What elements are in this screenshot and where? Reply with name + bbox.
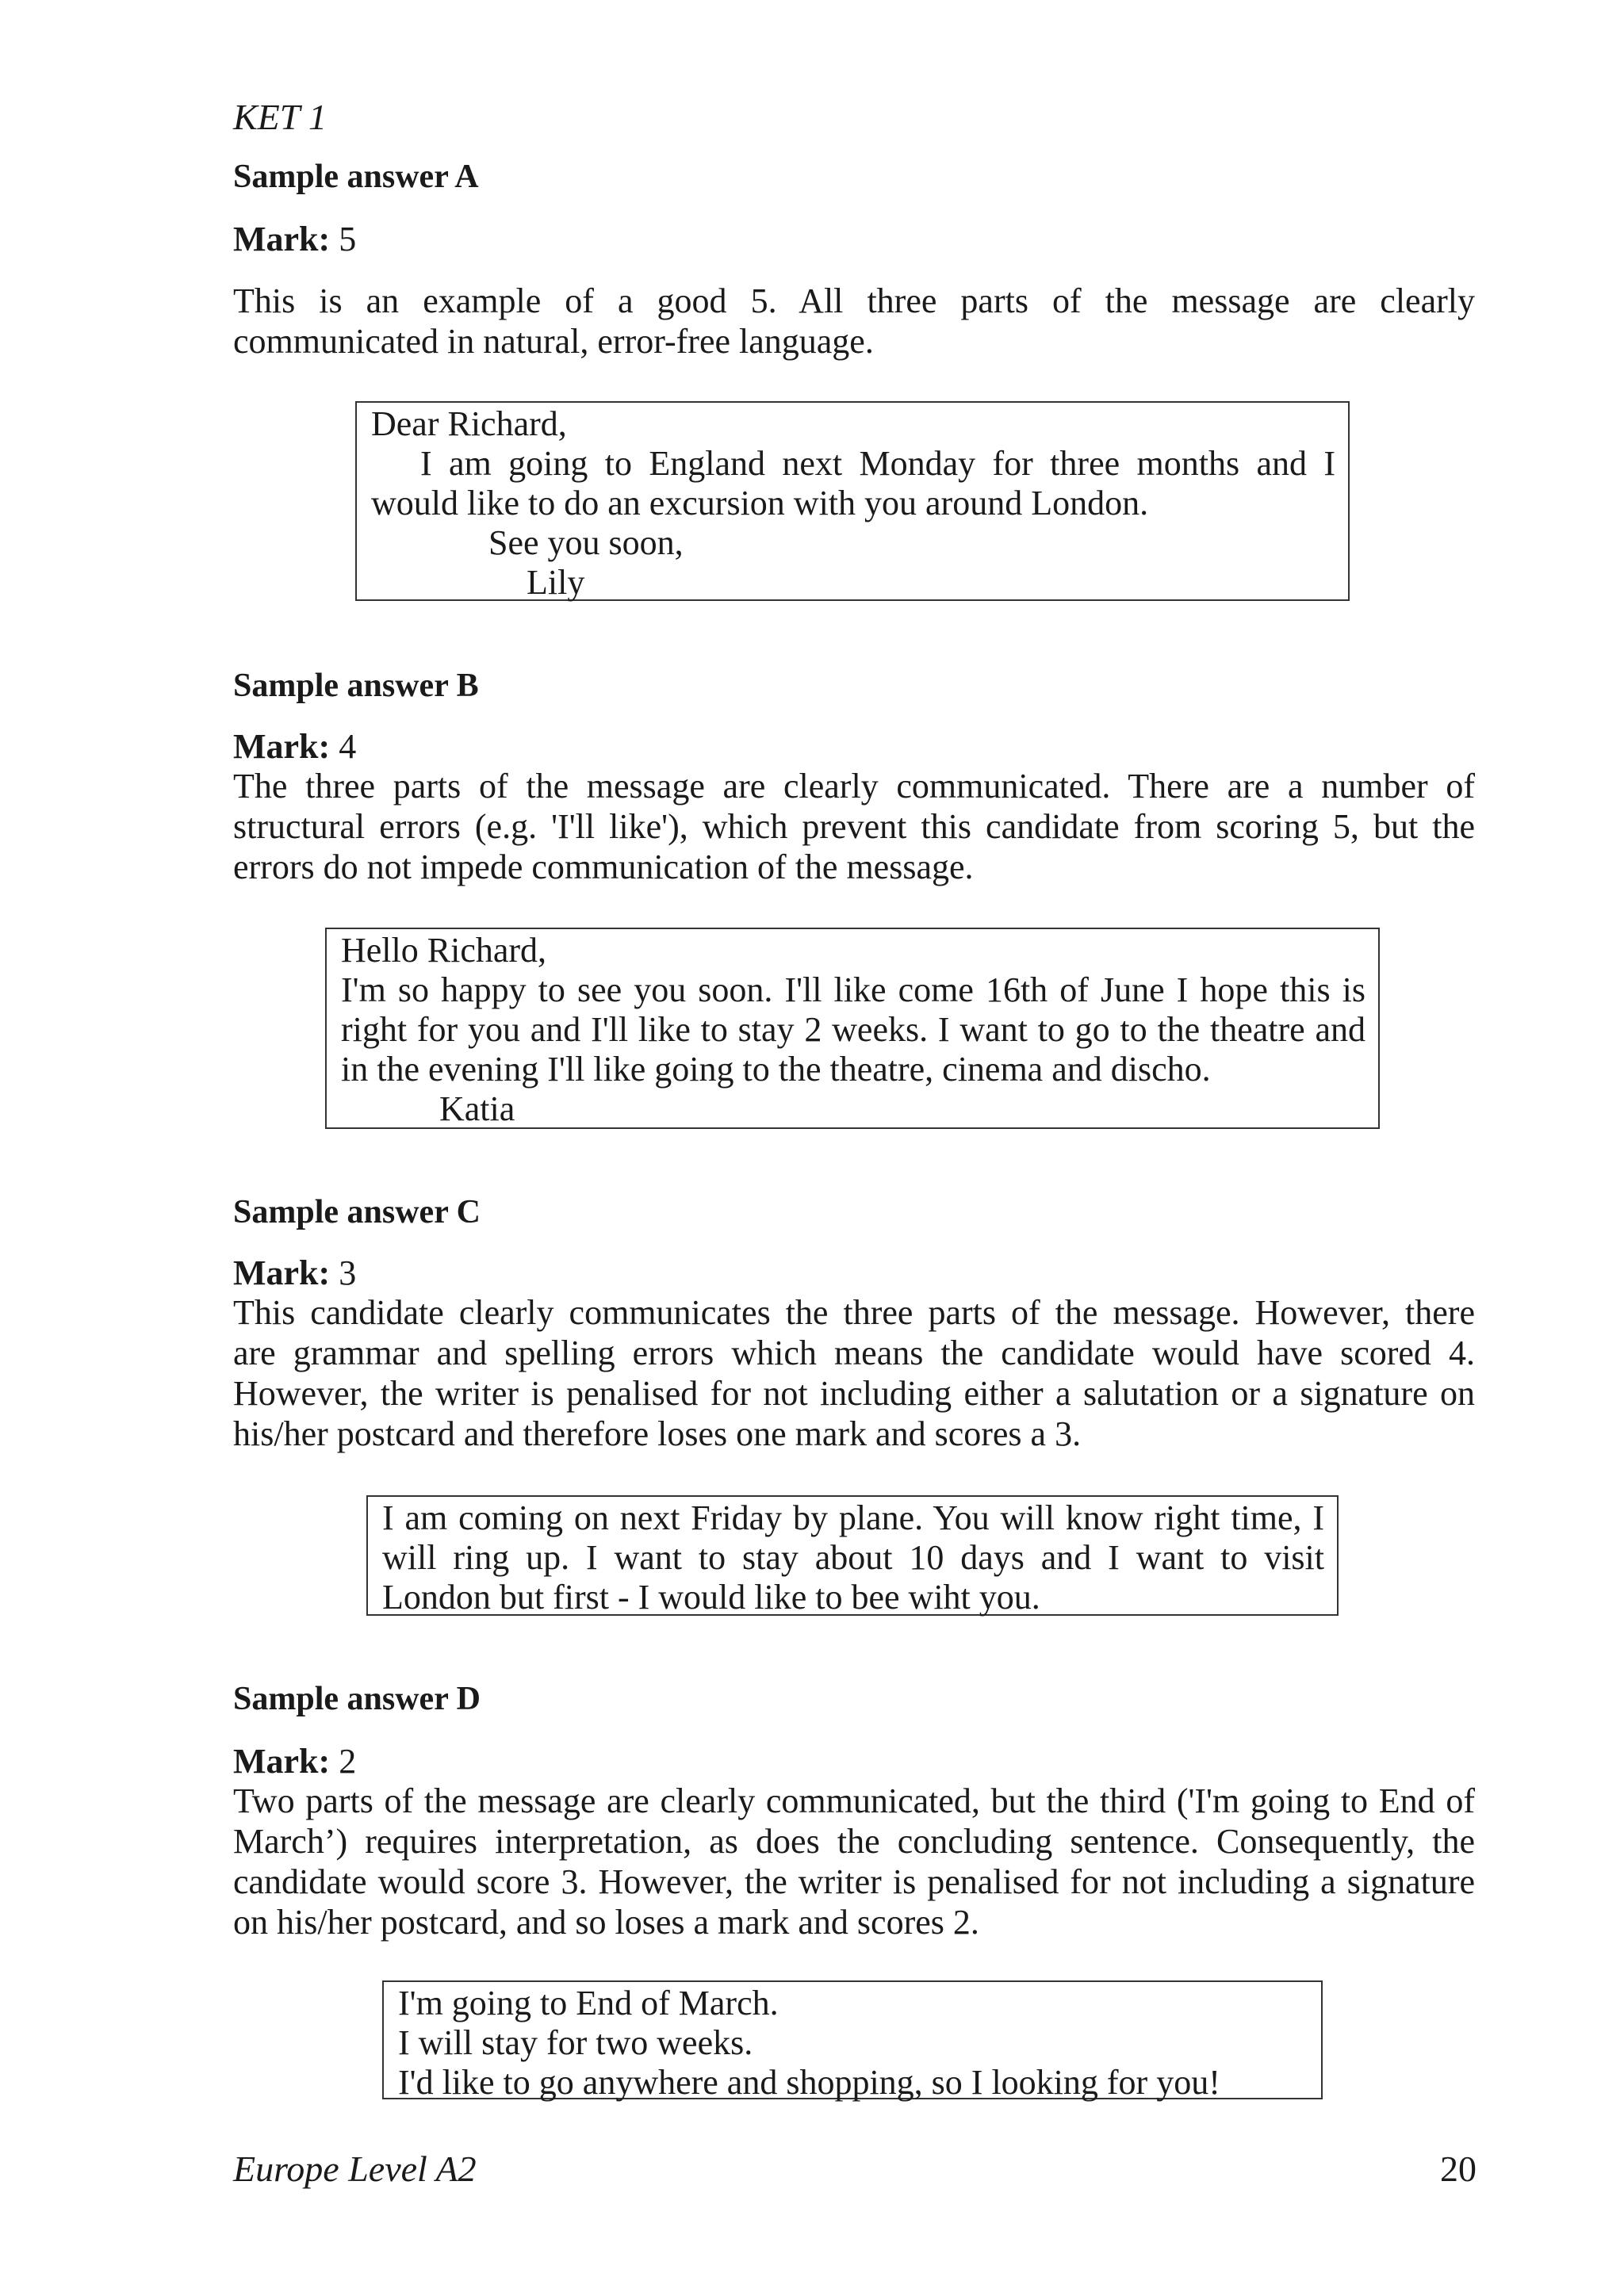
commentary-line: are grammar and spelling errors which means the candidate would have scored 4. [233,1334,1475,1372]
section-c-mark [233,1253,356,1293]
section-a-title: Sample answer A [233,159,479,195]
answer-line: Hello Richard, [341,931,547,970]
section-b-answer-box [325,928,1380,1129]
section-a-answer-box [355,401,1350,601]
commentary-line: This is an example of a good 5. All three parts of the message are clearly [233,281,1475,320]
answer-line: right for you and I'll like to stay 2 weeks. I want to go to the theatre and [341,1010,1365,1049]
mark-label: Mark: [233,1253,331,1292]
mark-label: Mark: [233,220,331,258]
answer-line: Lily [527,563,585,602]
page-number: 20 [1440,2149,1477,2189]
course-header: KET 1 [233,97,327,137]
answer-line: will ring up. I want to stay about 10 days and I want to visit [382,1538,1324,1577]
mark-label: Mark: [233,1742,331,1781]
footer-level: Europe Level A2 [233,2149,477,2189]
answer-line: in the evening I'll like going to the theatre, cinema and discho. [341,1050,1211,1089]
answer-line: I am coming on next Friday by plane. You will know right time, I [382,1498,1324,1537]
mark-value: 2 [339,1742,357,1781]
answer-line: I am going to England next Monday for three months and I [420,444,1335,483]
section-d-mark [233,1741,356,1781]
answer-line: would like to do an excursion with you around London. [371,484,1149,522]
commentary-line: his/her postcard and therefore loses one mark and scores a 3. [233,1414,1082,1453]
commentary-line: errors do not impede communication of the message. [233,848,974,886]
section-b-commentary [233,766,1475,887]
commentary-line: structural errors (e.g. 'I'll like'), which prevent this candidate from scoring 5, but the [233,807,1475,846]
commentary-line: The three parts of the message are clearly communicated. There are a number of [233,767,1475,806]
section-a-mark [233,219,356,259]
section-b-title: Sample answer B [233,668,479,704]
section-c-commentary [233,1292,1475,1454]
answer-line: I will stay for two weeks. [398,2023,753,2062]
answer-line: Katia [439,1089,515,1128]
section-c-title: Sample answer C [233,1194,481,1230]
mark-value: 5 [339,220,357,258]
section-b-mark [233,726,356,767]
mark-value: 4 [339,727,357,766]
mark-value: 3 [339,1253,357,1292]
commentary-line: March’) requires interpretation, as does the concluding sentence. Consequently, the [233,1822,1475,1861]
answer-line: I'd like to go anywhere and shopping, so I looking for you! [398,2063,1220,2102]
commentary-line: Two parts of the message are clearly communicated, but the third ('I'm going to End of [233,1781,1475,1820]
section-d-commentary [233,1781,1475,1942]
answer-line: I'm going to End of March. [398,1984,779,2022]
commentary-line: candidate would score 3. However, the writer is penalised for not including a signature [233,1862,1475,1901]
commentary-line: However, the writer is penalised for not including either a salutation or a signature on [233,1374,1475,1413]
answer-line: Dear Richard, [371,404,567,443]
answer-line: London but first - I would like to bee wiht you. [382,1578,1040,1617]
mark-label: Mark: [233,727,331,766]
commentary-line: This candidate clearly communicates the three parts of the message. However, there [233,1293,1475,1332]
section-d-answer-box [382,1980,1323,2102]
answer-line: I'm so happy to see you soon. I'll like come 16th of June I hope this is [341,970,1365,1009]
section-c-answer-box [366,1495,1339,1616]
section-a-commentary [233,281,1475,362]
answer-line: See you soon, [488,523,684,562]
section-d-title: Sample answer D [233,1681,481,1717]
commentary-line: communicated in natural, error-free language. [233,322,874,361]
commentary-line: on his/her postcard, and so loses a mark and scores 2. [233,1903,979,1942]
